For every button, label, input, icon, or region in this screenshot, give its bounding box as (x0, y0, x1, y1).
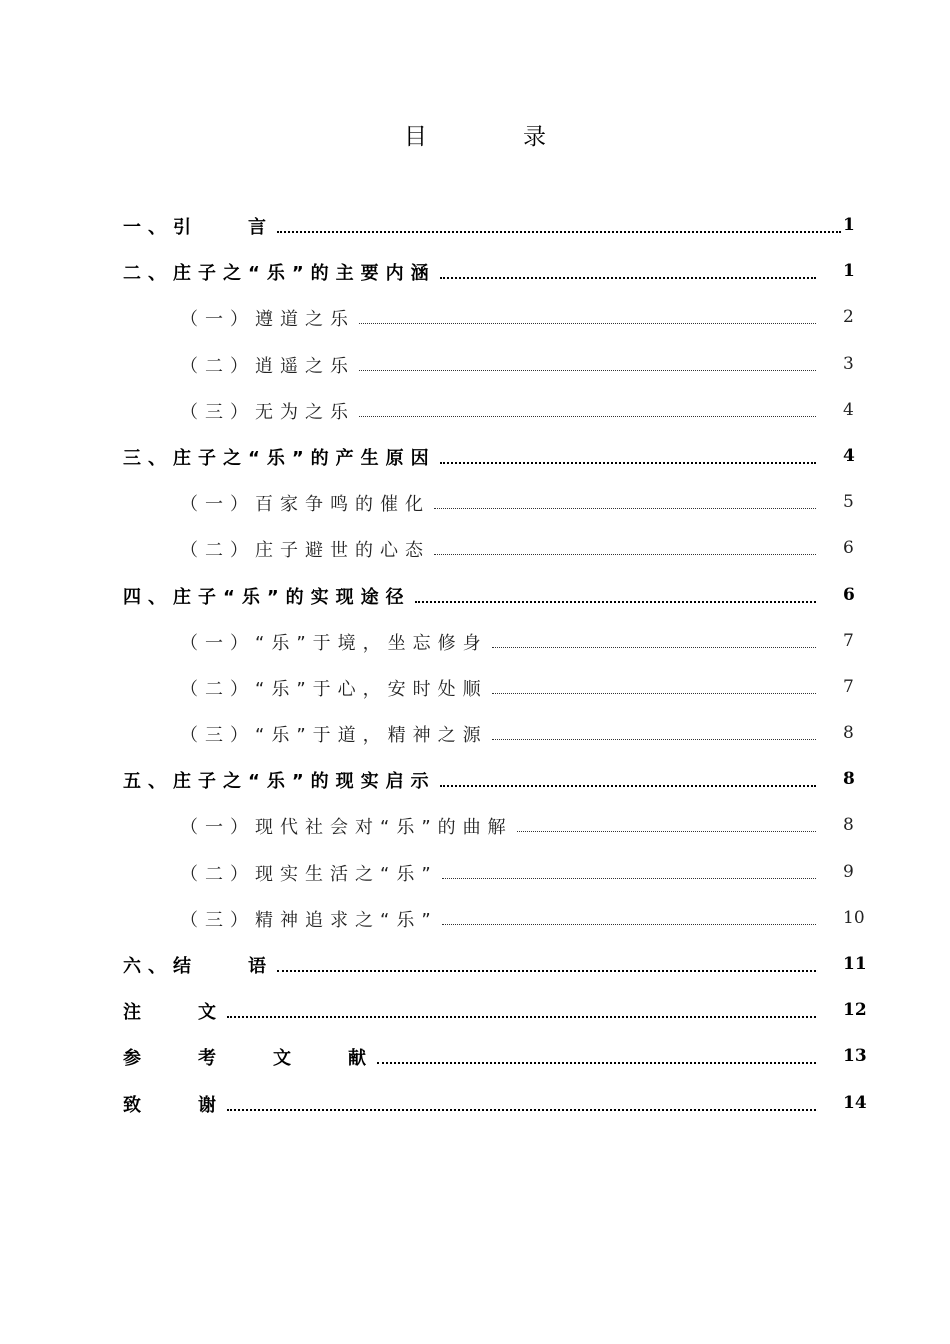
toc-entry-title: （一）百家争鸣的催化 (180, 490, 434, 516)
toc-entry-page: 6 (843, 538, 854, 559)
toc-list (0, 204, 950, 1128)
toc-entry-title: （二）现实生活之“乐” (180, 860, 442, 886)
dot-leader (359, 416, 816, 417)
dot-leader (517, 831, 816, 832)
toc-entry-title: 四、庄子“乐”的实现途径 (123, 583, 415, 609)
toc-entry[interactable] (0, 851, 950, 897)
toc-entry-page: 2 (843, 307, 854, 328)
toc-entry-page: 9 (843, 861, 854, 882)
dot-leader (277, 970, 816, 972)
toc-entry-page: 4 (843, 399, 854, 420)
dot-leader (359, 323, 816, 324)
toc-entry-title: 三、庄子之“乐”的产生原因 (123, 444, 440, 470)
dot-leader (440, 462, 816, 464)
toc-entry-title: 五、庄子之“乐”的现实启示 (123, 767, 440, 793)
toc-entry-page: 14 (843, 1092, 867, 1113)
toc-entry-title: （二）“乐”于心，安时处顺 (180, 675, 492, 701)
toc-entry[interactable] (0, 620, 950, 666)
toc-entry-page: 12 (843, 1000, 867, 1021)
dot-leader (492, 647, 816, 648)
dot-leader (440, 785, 816, 787)
dot-leader (227, 1016, 816, 1018)
toc-entry[interactable] (0, 1035, 950, 1081)
toc-entry-title: （二）逍遥之乐 (180, 352, 359, 378)
toc-entry-page: 1 (843, 215, 855, 235)
toc-entry-page: 8 (843, 723, 854, 744)
toc-entry-title: （一）遵道之乐 (180, 305, 359, 331)
toc-entry-page: 6 (843, 584, 855, 605)
toc-entry-page: 3 (843, 353, 854, 374)
toc-entry-title: （一）“乐”于境，坐忘修身 (180, 629, 492, 655)
toc-entry[interactable] (0, 343, 950, 389)
toc-entry[interactable] (0, 804, 950, 850)
dot-leader (440, 277, 816, 279)
dot-leader (492, 693, 816, 694)
dot-leader (492, 739, 816, 740)
toc-entry-title: 一、引 言 (123, 213, 277, 239)
toc-entry-title: 参 考 文 献 (123, 1044, 377, 1070)
dot-leader (442, 924, 816, 925)
toc-entry[interactable] (0, 389, 950, 435)
dot-leader (434, 508, 816, 509)
toc-entry-page: 10 (843, 907, 865, 928)
toc-entry[interactable] (0, 435, 950, 481)
dot-leader (415, 601, 816, 603)
toc-entry[interactable] (0, 481, 950, 527)
toc-entry-page: 5 (843, 492, 854, 513)
toc-entry[interactable] (0, 758, 950, 804)
toc-entry-page: 1 (843, 261, 855, 282)
toc-entry-page: 7 (843, 676, 854, 697)
toc-entry-title: （三）“乐”于道，精神之源 (180, 721, 492, 747)
toc-entry[interactable] (0, 1082, 950, 1128)
toc-entry[interactable] (0, 574, 950, 620)
toc-entry-title: 六、结 语 (123, 952, 277, 978)
toc-entry-title: （三）精神追求之“乐” (180, 906, 442, 932)
dot-leader (442, 878, 816, 879)
toc-entry[interactable] (0, 943, 950, 989)
toc-entry[interactable] (0, 204, 950, 250)
toc-entry-page: 8 (843, 815, 854, 836)
toc-entry-page: 11 (843, 954, 867, 974)
dot-leader (377, 1062, 816, 1064)
toc-entry[interactable] (0, 527, 950, 573)
toc-entry[interactable] (0, 897, 950, 943)
toc-entry-page: 8 (843, 769, 855, 790)
toc-entry[interactable] (0, 296, 950, 342)
toc-entry-title: （一）现代社会对“乐”的曲解 (180, 813, 517, 839)
toc-entry-title: （三）无为之乐 (180, 398, 359, 424)
toc-entry-page: 7 (843, 630, 854, 651)
dot-leader (227, 1109, 816, 1111)
toc-entry[interactable] (0, 712, 950, 758)
toc-entry[interactable] (0, 250, 950, 296)
toc-entry-page: 13 (843, 1046, 867, 1067)
toc-entry-title: （二）庄子避世的心态 (180, 536, 434, 562)
toc-entry[interactable] (0, 666, 950, 712)
toc-entry[interactable] (0, 989, 950, 1035)
toc-entry-title: 二、庄子之“乐”的主要内涵 (123, 259, 440, 285)
toc-entry-page: 4 (843, 445, 855, 466)
dot-leader (277, 231, 841, 233)
title-char-2: 录 (523, 124, 546, 150)
toc-entry-title: 注 文 (123, 998, 227, 1024)
dot-leader (359, 370, 816, 371)
toc-entry-title: 致 谢 (123, 1091, 227, 1117)
title-char-1: 目 (404, 124, 427, 150)
dot-leader (434, 554, 816, 555)
page-title (0, 118, 950, 151)
